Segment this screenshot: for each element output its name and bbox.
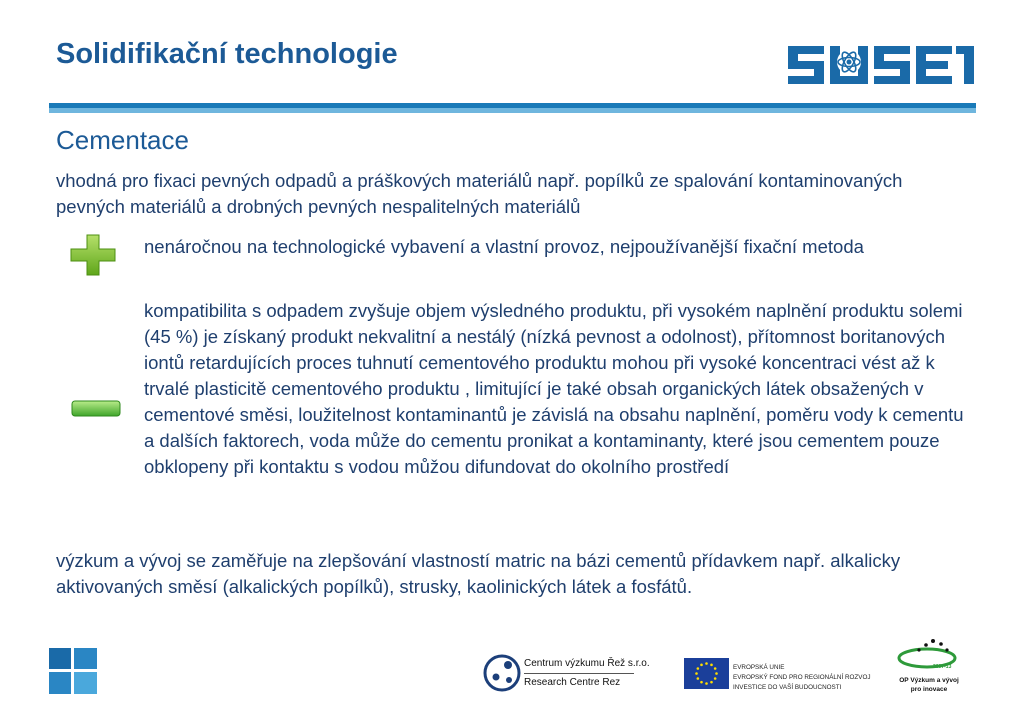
eu-star [695,672,698,675]
section-subtitle: Cementace [56,125,189,155]
op-line-1: OP Výzkum a vývoj [899,677,959,684]
eu-line-3: INVESTICE DO VAŠÍ BUDOUCNOSTI [733,684,842,691]
eu-star [705,662,708,665]
op-vavpi-logo [893,636,963,676]
eu-star [714,667,717,670]
eu-line-1: EVROPSKÁ UNIE [733,664,785,671]
susen-logo [786,40,976,90]
eu-star [697,677,700,680]
header-rule-light [49,108,976,113]
eu-star [700,664,703,667]
minus-icon [71,400,121,418]
windows-grid-logo [49,648,97,694]
cvr-name: Centrum výzkumu Řež s.r.o. [524,658,650,669]
eu-flag-icon [684,658,729,689]
cons-text: kompatibilita s odpadem zvyšuje objem výsledného produktu, při vysokém naplnění produktu solemi (45 %) je získaný produkt nekvalitní a nestálý (nízká pevnost a odolnost), přítomnost boritanových iontů retardujících proces tuhnutí cementového produktu mohou při vysoké koncentraci vést až k trvalé plasticitě cementového produktu , limitující je také obsah organických látek obsažených v cementové směsi, loužitelnost kontaminantů je závislá na obsahu naplnění, poměru vody k cementu a dalších faktorech, voda může do cementu pronikat a kontaminanty, které jsou cementem pouze obklopeny při kontaktu s vodou můžou difundovat do okolního prostředí [144,300,964,477]
eu-star [697,667,700,670]
outlook-text: výzkum a vývoj se zaměřuje na zlepšování vlastností matric na bázi cementů přídavkem např. alkalicky aktivovaných směsí (alkalických popílků), strusky, kaolinických látek a fosfátů. [56,550,901,597]
eu-star [705,682,708,685]
slide-title: Solidifikační technologie [56,38,398,70]
eu-star [710,664,713,667]
eu-caption [733,663,871,693]
cvr-divider [524,673,634,674]
eu-line-2: EVROPSKÝ FOND PRO REGIONÁLNÍ ROZVOJ [733,674,871,681]
cvr-name-en: Research Centre Rez [524,677,621,688]
eu-star [715,672,718,675]
op-year: 2007-13 [933,664,952,670]
eu-star [714,677,717,680]
eu-star [710,681,713,684]
op-caption [890,676,968,694]
op-line-2: pro inovace [910,686,948,693]
pros-text: nenáročnou na technologické vybavení a vlastní provoz, nejpoužívanější fixační metoda [144,236,864,257]
plus-icon [70,234,116,276]
eu-star [700,681,703,684]
intro-text: vhodná pro fixaci pevných odpadů a práškových materiálů např. popílků ze spalování kontaminovaných pevných materiálů a drobných pevných nespalitelných materiálů [56,170,903,217]
